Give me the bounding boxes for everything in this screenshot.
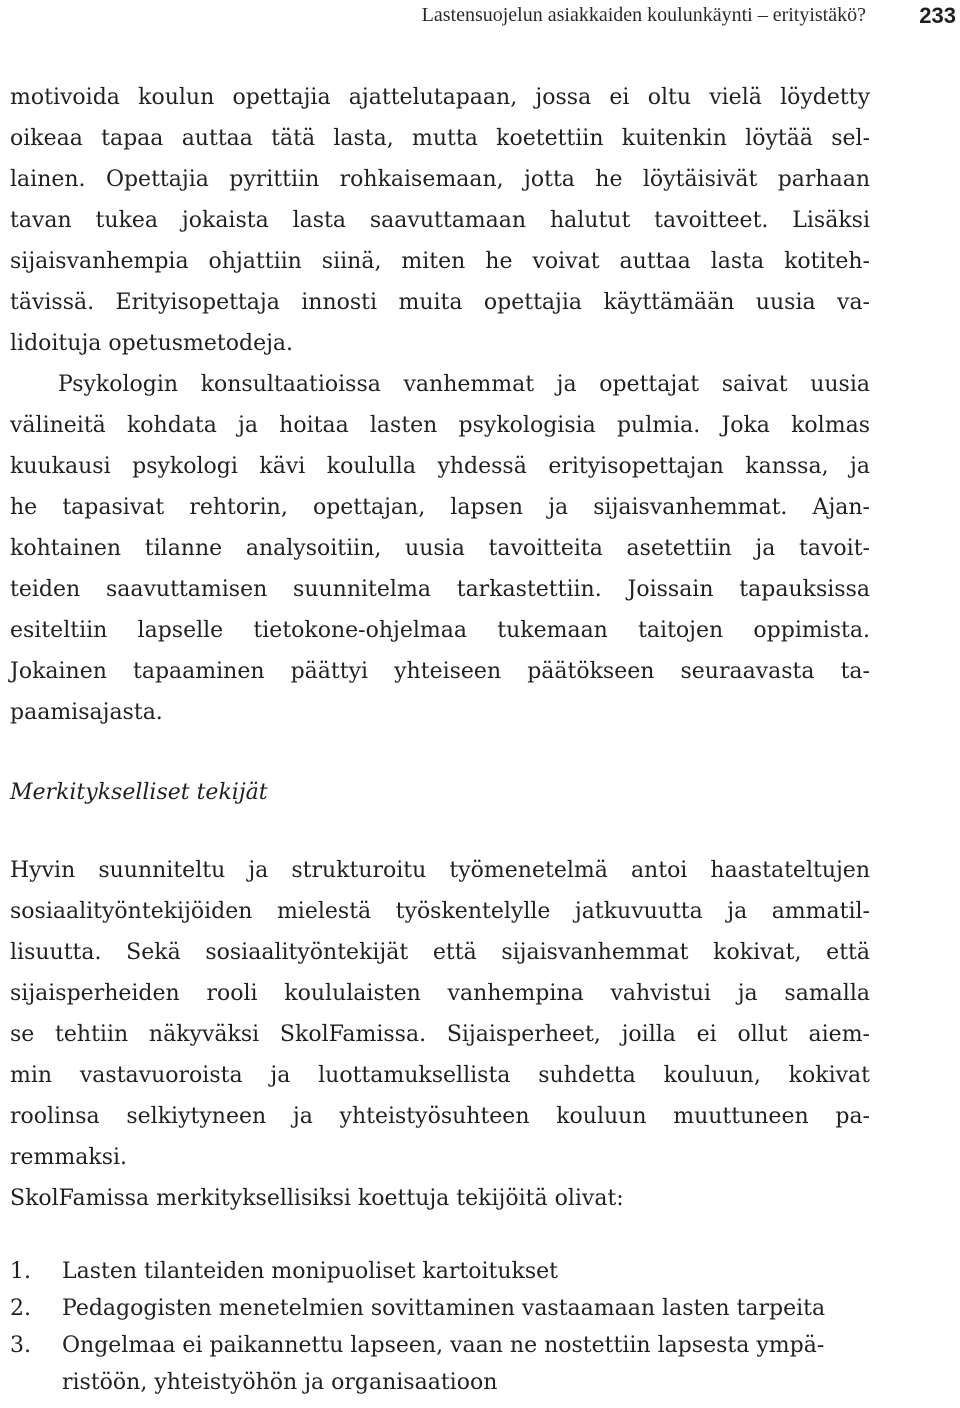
paragraph-psychologist	[10, 364, 870, 733]
text-line: sijaisvanhempia ohjattiin siinä, miten he voivat auttaa lasta kotiteh-	[10, 249, 870, 274]
text-line: esiteltiin lapselle tietokone-ohjelmaa tukemaan taitojen oppimista.	[10, 618, 870, 643]
list-intro: SkolFamissa merkityksellisiksi koettuja tekijöitä olivat:	[10, 1186, 624, 1211]
text-line: lainen. Opettajia pyrittiin rohkaisemaan, jotta he löytäisivät parhaan	[10, 167, 870, 192]
list-number: 3.	[10, 1333, 31, 1358]
text-line: kuukausi psykologi kävi koululla yhdessä erityisopettajan kanssa, ja	[10, 454, 870, 479]
text-line: oikeaa tapaa auttaa tätä lasta, mutta koetettiin kuitenkin löytää sel-	[10, 126, 870, 151]
page-number: 233	[919, 3, 956, 28]
text-line: kohtainen tilanne analysoitiin, uusia tavoitteita asetettiin ja tavoit-	[10, 536, 870, 561]
list-number: 1.	[10, 1259, 31, 1284]
list-item	[10, 1253, 870, 1290]
text-line: min vastavuoroista ja luottamuksellista suhdetta kouluun, kokivat	[10, 1063, 870, 1088]
text-line: Lasten tilanteiden monipuoliset kartoitukset	[62, 1259, 558, 1284]
text-line: motivoida koulun opettajia ajattelutapaan, jossa ei oltu vielä löydetty	[10, 85, 870, 110]
text-line: Pedagogisten menetelmien sovittaminen vastaamaan lasten tarpeita	[62, 1296, 826, 1321]
list-item-text	[62, 1253, 870, 1290]
text-line: he tapasivat rehtorin, opettajan, lapsen ja sijaisvanhemmat. Ajan-	[10, 495, 870, 520]
paragraph-significant-factors	[10, 850, 870, 1219]
text-line: remmaksi.	[10, 1145, 128, 1170]
text-line: roolinsa selkiytyneen ja yhteistyösuhteen kouluun muuttuneen pa-	[10, 1104, 870, 1129]
text-line: Hyvin suunniteltu ja strukturoitu työmenetelmä antoi haastateltujen	[10, 858, 870, 883]
list-item	[10, 1327, 870, 1401]
running-header	[0, 4, 960, 26]
section-heading: Merkitykselliset tekijät	[10, 780, 268, 805]
text-line: paamisajasta.	[10, 700, 163, 725]
text-line: se tehtiin näkyväksi SkolFamissa. Sijaisperheet, joilla ei ollut aiem-	[10, 1022, 870, 1047]
text-line: välineitä kohdata ja hoitaa lasten psykologisia pulmia. Joka kolmas	[10, 413, 870, 438]
text-line: Jokainen tapaaminen päättyi yhteiseen päätökseen seuraavasta ta-	[10, 659, 870, 684]
text-line: Psykologin konsultaatioissa vanhemmat ja opettajat saivat uusia	[58, 372, 870, 397]
paragraph-continued	[10, 77, 870, 364]
text-line: Ongelmaa ei paikannettu lapseen, vaan ne nostettiin lapsesta ympä-	[62, 1333, 825, 1358]
text-line: ristöön, yhteistyöhön ja organisaatioon	[62, 1370, 498, 1395]
text-line: tavan tukea jokaista lasta saavuttamaan halutut tavoitteet. Lisäksi	[10, 208, 870, 233]
text-line: tävissä. Erityisopettaja innosti muita opettajia käyttämään uusia va-	[10, 290, 870, 315]
text-line: lisuutta. Sekä sosiaalityöntekijät että sijaisvanhemmat kokivat, että	[10, 940, 870, 965]
factors-list	[10, 1253, 870, 1401]
running-title: Lastensuojelun asiakkaiden koulunkäynti – erityistäkö?	[421, 4, 866, 26]
list-item-text	[62, 1327, 870, 1401]
list-item-text	[62, 1290, 870, 1327]
text-line: sijaisperheiden rooli koululaisten vanhempina vahvistui ja samalla	[10, 981, 870, 1006]
list-item	[10, 1290, 870, 1327]
text-line: teiden saavuttamisen suunnitelma tarkastettiin. Joissain tapauksissa	[10, 577, 870, 602]
list-number: 2.	[10, 1296, 31, 1321]
text-line: sosiaalityöntekijöiden mielestä työskentelylle jatkuvuutta ja ammatil-	[10, 899, 870, 924]
text-line: lidoituja opetusmetodeja.	[10, 331, 294, 356]
